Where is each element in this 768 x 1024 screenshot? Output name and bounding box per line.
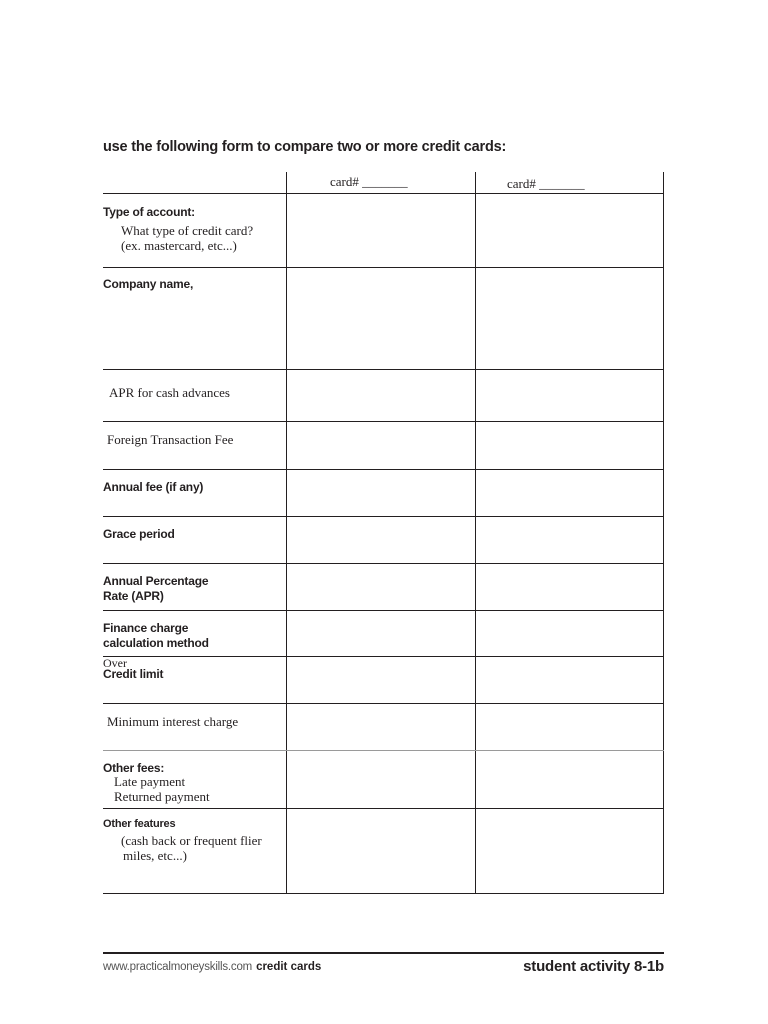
- row-sublabel: What type of credit card?: [121, 223, 254, 238]
- row-label-company-name: Company name,: [103, 277, 194, 291]
- row-sublabel: miles, etc...): [123, 848, 187, 863]
- row-sublabel: (ex. mastercard, etc...): [121, 238, 237, 253]
- row-divider: [103, 193, 664, 194]
- row-label-apr: Rate (APR): [103, 589, 164, 603]
- row-label-grace-period: Grace period: [103, 527, 175, 541]
- footer-url: www.practicalmoneyskills.com: [103, 961, 253, 973]
- row-divider: [103, 421, 664, 422]
- column-divider-1: [286, 172, 287, 894]
- row-sublabel: Returned payment: [114, 789, 210, 804]
- form-heading: use the following form to compare two or more credit cards:: [103, 139, 507, 155]
- row-label-credit-limit: Credit limit: [103, 667, 164, 681]
- row-divider: [103, 808, 664, 809]
- row-divider: [103, 516, 664, 517]
- row-label-other-fees: Other fees:: [103, 761, 165, 775]
- row-label-over: Over: [103, 656, 127, 670]
- row-label-other-features: Other features: [103, 818, 176, 830]
- row-divider: [103, 703, 664, 704]
- row-label-apr: Annual Percentage: [103, 574, 209, 588]
- row-divider: [103, 750, 664, 751]
- footer-section-title: credit cards: [256, 961, 322, 973]
- row-sublabel: (cash back or frequent flier: [121, 833, 262, 848]
- table-bottom-border: [103, 893, 664, 894]
- row-label-type-of-account: Type of account:: [103, 205, 195, 219]
- row-sublabel: Late payment: [114, 774, 186, 789]
- row-divider: [103, 563, 664, 564]
- row-divider: [103, 369, 664, 370]
- column-divider-right: [663, 172, 664, 894]
- row-divider: [103, 656, 664, 657]
- row-label-apr-cash-advances: APR for cash advances: [109, 385, 230, 400]
- row-divider: [103, 610, 664, 611]
- footer-activity-label: student activity 8-1b: [523, 958, 664, 975]
- card-column-header-2: card# _______: [507, 176, 585, 191]
- card-column-header-1: card# _______: [330, 174, 408, 189]
- column-divider-2: [475, 172, 476, 894]
- footer-rule: [103, 952, 664, 954]
- row-label-finance-charge: Finance charge: [103, 621, 189, 635]
- row-label-minimum-interest-charge: Minimum interest charge: [107, 714, 239, 729]
- row-label-annual-fee: Annual fee (if any): [103, 480, 204, 494]
- footer-left: [103, 961, 321, 973]
- row-label-foreign-transaction-fee: Foreign Transaction Fee: [107, 432, 234, 447]
- row-divider: [103, 267, 664, 268]
- row-divider: [103, 469, 664, 470]
- row-label-finance-charge: calculation method: [103, 636, 209, 650]
